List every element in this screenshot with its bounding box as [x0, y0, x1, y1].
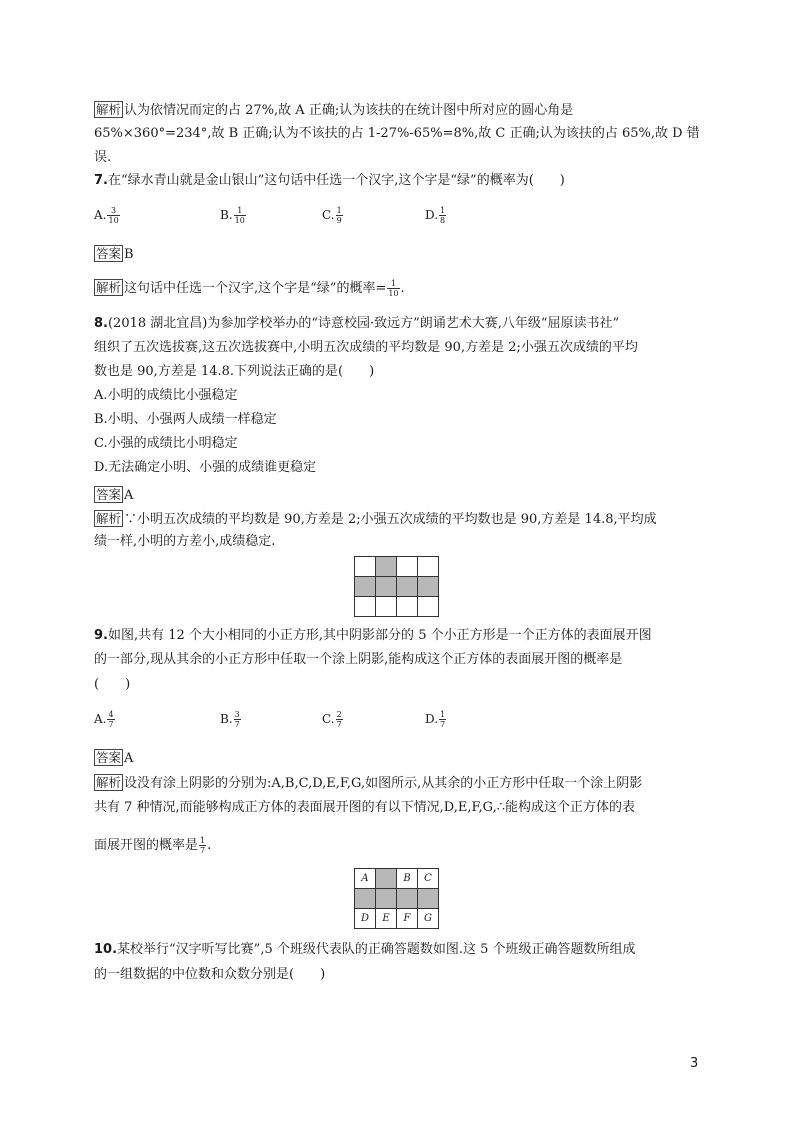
q9-labeled-grid [354, 868, 439, 929]
q8-option-c: C.小强的成绩比小明稳定 [94, 436, 238, 451]
cell-g: G [418, 909, 439, 929]
question-9-line2: 的一部分,现从其余的小正方形中任取一个涂上阴影,能构成这个正方体的表面展开图的概率是 [94, 652, 623, 667]
q8-analysis-line2: 绩一样,小明的方差小,成绩稳定. [94, 534, 276, 549]
q8-option-d: D.无法确定小明、小强的成绩谁更稳定 [94, 460, 317, 475]
q9-analysis-line1: 解析 设没有涂上阴影的分别为:A,B,C,D,E,F,G,如图所示,从其余的小正方形中任取一个涂上阴影 [96, 775, 643, 791]
q7-answer: 答案 B [96, 246, 134, 262]
page-number: 3 [690, 1056, 699, 1071]
q7-option-b: B. $\frac{1}{10}$ [220, 206, 245, 225]
analysis-label: 解析 [96, 280, 122, 295]
q9-analysis-line2: 共有 7 种情况,而能够构成正方体的表面展开图的有以下情况,D,E,F,G,∴能构成这个正方体的表 [94, 800, 635, 815]
question-10-line2: 的一组数据的中位数和众数分别是( ) [94, 967, 326, 982]
analysis-label: 解析 [96, 511, 122, 526]
q9-option-b: B. $\frac{3}{7}$ [220, 710, 240, 729]
q9-option-c: C. $\frac{2}{7}$ [322, 710, 342, 729]
question-10-line1: 10.某校举行“汉字听写比赛”,5 个班级代表队的正确答题数如图.这 5 个班级正确答题数所组成 [94, 942, 636, 957]
cell-e: E [376, 909, 397, 929]
answer-label: 答案 [96, 246, 122, 261]
q8-answer: 答案 A [96, 487, 134, 503]
q8-option-a: A.小明的成绩比小强稳定 [94, 388, 238, 403]
prev-analysis-line3: 误. [94, 150, 112, 165]
q9-analysis-line3: 面展开图的概率是 $\frac{1}{7}$ . [94, 836, 212, 855]
q7-analysis: 解析 这句话中任选一个汉字,这个字是“绿”的概率= $\frac{1}{10}$ . [96, 279, 405, 298]
q9-answer: 答案 A [96, 750, 134, 766]
question-8-line1: 8.(2018 湖北宜昌)为参加学校举办的“诗意校园·致远方”朗诵艺术大赛,八年级“屈原读书社” [94, 316, 620, 331]
analysis-label: 解析 [96, 102, 122, 117]
answer-label: 答案 [96, 750, 122, 765]
q7-option-c: C. $\frac{1}{9}$ [322, 206, 342, 225]
q8-analysis-line1: 解析 ∵小明五次成绩的平均数是 90,方差是 2;小强五次成绩的平均数也是 90,方差是 14.8,平均成 [96, 511, 657, 527]
question-8-line3: 数也是 90,方差是 14.8.下列说法正确的是( ) [94, 364, 375, 379]
prev-analysis-line1: 解析 认为依情况而定的占 27%,故 A 正确;认为该扶的在统计图中所对应的圆心角是 [96, 102, 574, 118]
answer-label: 答案 [96, 487, 122, 502]
cell-a: A [355, 869, 376, 889]
prev-analysis-line2: 65%×360°=234°,故 B 正确;认为不该扶的占 1-27%-65%=8%,故 C 正确;认为该扶的占 65%,故 D 错 [94, 126, 700, 141]
q8-option-b: B.小明、小强两人成绩一样稳定 [94, 412, 277, 427]
q7-option-a: A. $\frac{3}{10}$ [94, 206, 119, 225]
cell-f: F [397, 909, 418, 929]
cell-d: D [355, 909, 376, 929]
q9-option-d: D. $\frac{1}{7}$ [425, 710, 446, 729]
q9-option-a: A. $\frac{4}{7}$ [94, 710, 114, 729]
question-8-line2: 组织了五次选拔赛,这五次选拔赛中,小明五次成绩的平均数是 90,方差是 2;小强五次成绩的平均 [94, 340, 638, 355]
question-7: 7.在“绿水青山就是金山银山”这句话中任选一个汉字,这个字是“绿”的概率为( ) [94, 173, 565, 188]
q7-option-d: D. $\frac{1}{8}$ [425, 206, 446, 225]
cell-c: C [418, 869, 439, 889]
question-9-line3: ( ) [94, 677, 131, 692]
analysis-label: 解析 [96, 775, 122, 790]
question-9-line1: 9.如图,共有 12 个大小相同的小正方形,其中阴影部分的 5 个小正方形是一个正方体的表面展开图 [94, 628, 652, 643]
cell-b: B [397, 869, 418, 889]
q9-figure-grid [354, 556, 439, 617]
